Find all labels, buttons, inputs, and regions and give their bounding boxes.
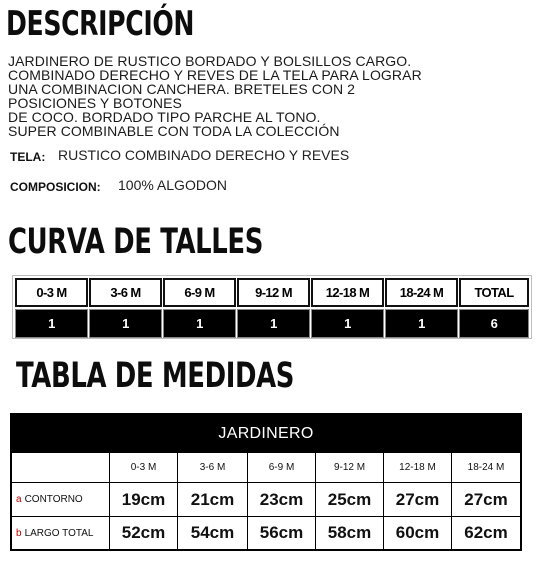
measure-value: 60cm — [384, 517, 452, 549]
size-curve-header: 12-18 M — [311, 278, 384, 307]
size-curve-table — [12, 275, 532, 339]
fabric-label: TELA: — [10, 150, 46, 164]
row-letter: b — [16, 527, 22, 539]
measures-size-header: 6-9 M — [248, 453, 316, 483]
measures-row-label — [12, 517, 110, 549]
measures-size-header: 18-24 M — [452, 453, 520, 483]
size-curve-header: 0-3 M — [15, 278, 88, 307]
measures-table-header: JARDINERO — [12, 415, 520, 453]
description-line: POSICIONES Y BOTONES — [8, 95, 182, 111]
measure-value: 19cm — [110, 483, 178, 517]
size-curve-quantity: 1 — [385, 309, 458, 338]
measure-value: 58cm — [316, 517, 384, 549]
size-curve-quantity: 1 — [163, 309, 236, 338]
size-curve-header: 9-12 M — [237, 278, 310, 307]
size-curve-header: 18-24 M — [385, 278, 458, 307]
row-label-text: LARGO TOTAL — [24, 527, 94, 539]
measures-table — [10, 413, 522, 551]
measure-value: 52cm — [110, 517, 178, 549]
row-letter: a — [16, 494, 22, 505]
measures-size-header: 12-18 M — [384, 453, 452, 483]
description-line: COMBINADO DERECHO Y REVES DE LA TELA PARA LOGRAR — [8, 67, 422, 83]
measures-title: TABLA DE MEDIDAS — [16, 356, 295, 396]
measure-value: 56cm — [248, 517, 316, 549]
measure-value: 25cm — [316, 483, 384, 517]
size-curve-total: 6 — [459, 309, 529, 338]
size-curve-header: 6-9 M — [163, 278, 236, 307]
measure-value: 21cm — [178, 483, 248, 517]
measures-row-label — [12, 483, 110, 517]
measures-corner-cell — [12, 453, 110, 483]
description-line: SUPER COMBINABLE CON TODA LA COLECCIÓN — [8, 123, 340, 139]
composition-value: 100% ALGODON — [118, 177, 227, 193]
size-curve-quantity: 1 — [15, 309, 88, 338]
composition-label: COMPOSICION: — [10, 180, 101, 194]
description-line: UNA COMBINACION CANCHERA. BRETELES CON 2 — [8, 81, 356, 97]
measure-value: 27cm — [384, 483, 452, 517]
size-curve-title: CURVA DE TALLES — [8, 222, 264, 262]
measures-size-header: 3-6 M — [178, 453, 248, 483]
measures-size-header: 0-3 M — [110, 453, 178, 483]
row-label-text: CONTORNO — [24, 494, 83, 505]
measure-value: 23cm — [248, 483, 316, 517]
description-title: DESCRIPCIÓN — [6, 4, 195, 44]
measure-value: 54cm — [178, 517, 248, 549]
description-line: DE COCO. BORDADO TIPO PARCHE AL TONO. — [8, 109, 321, 125]
description-line: JARDINERO DE RUSTICO BORDADO Y BOLSILLOS CARGO. — [8, 53, 412, 69]
measure-value: 27cm — [452, 483, 520, 517]
measures-size-header: 9-12 M — [316, 453, 384, 483]
size-curve-quantity: 1 — [89, 309, 162, 338]
size-curve-quantity: 1 — [311, 309, 384, 338]
size-curve-header: 3-6 M — [89, 278, 162, 307]
fabric-value: RUSTICO COMBINADO DERECHO Y REVES — [58, 147, 350, 163]
size-curve-total-header: TOTAL — [459, 278, 529, 307]
size-curve-quantity: 1 — [237, 309, 310, 338]
measure-value: 62cm — [464, 523, 508, 542]
